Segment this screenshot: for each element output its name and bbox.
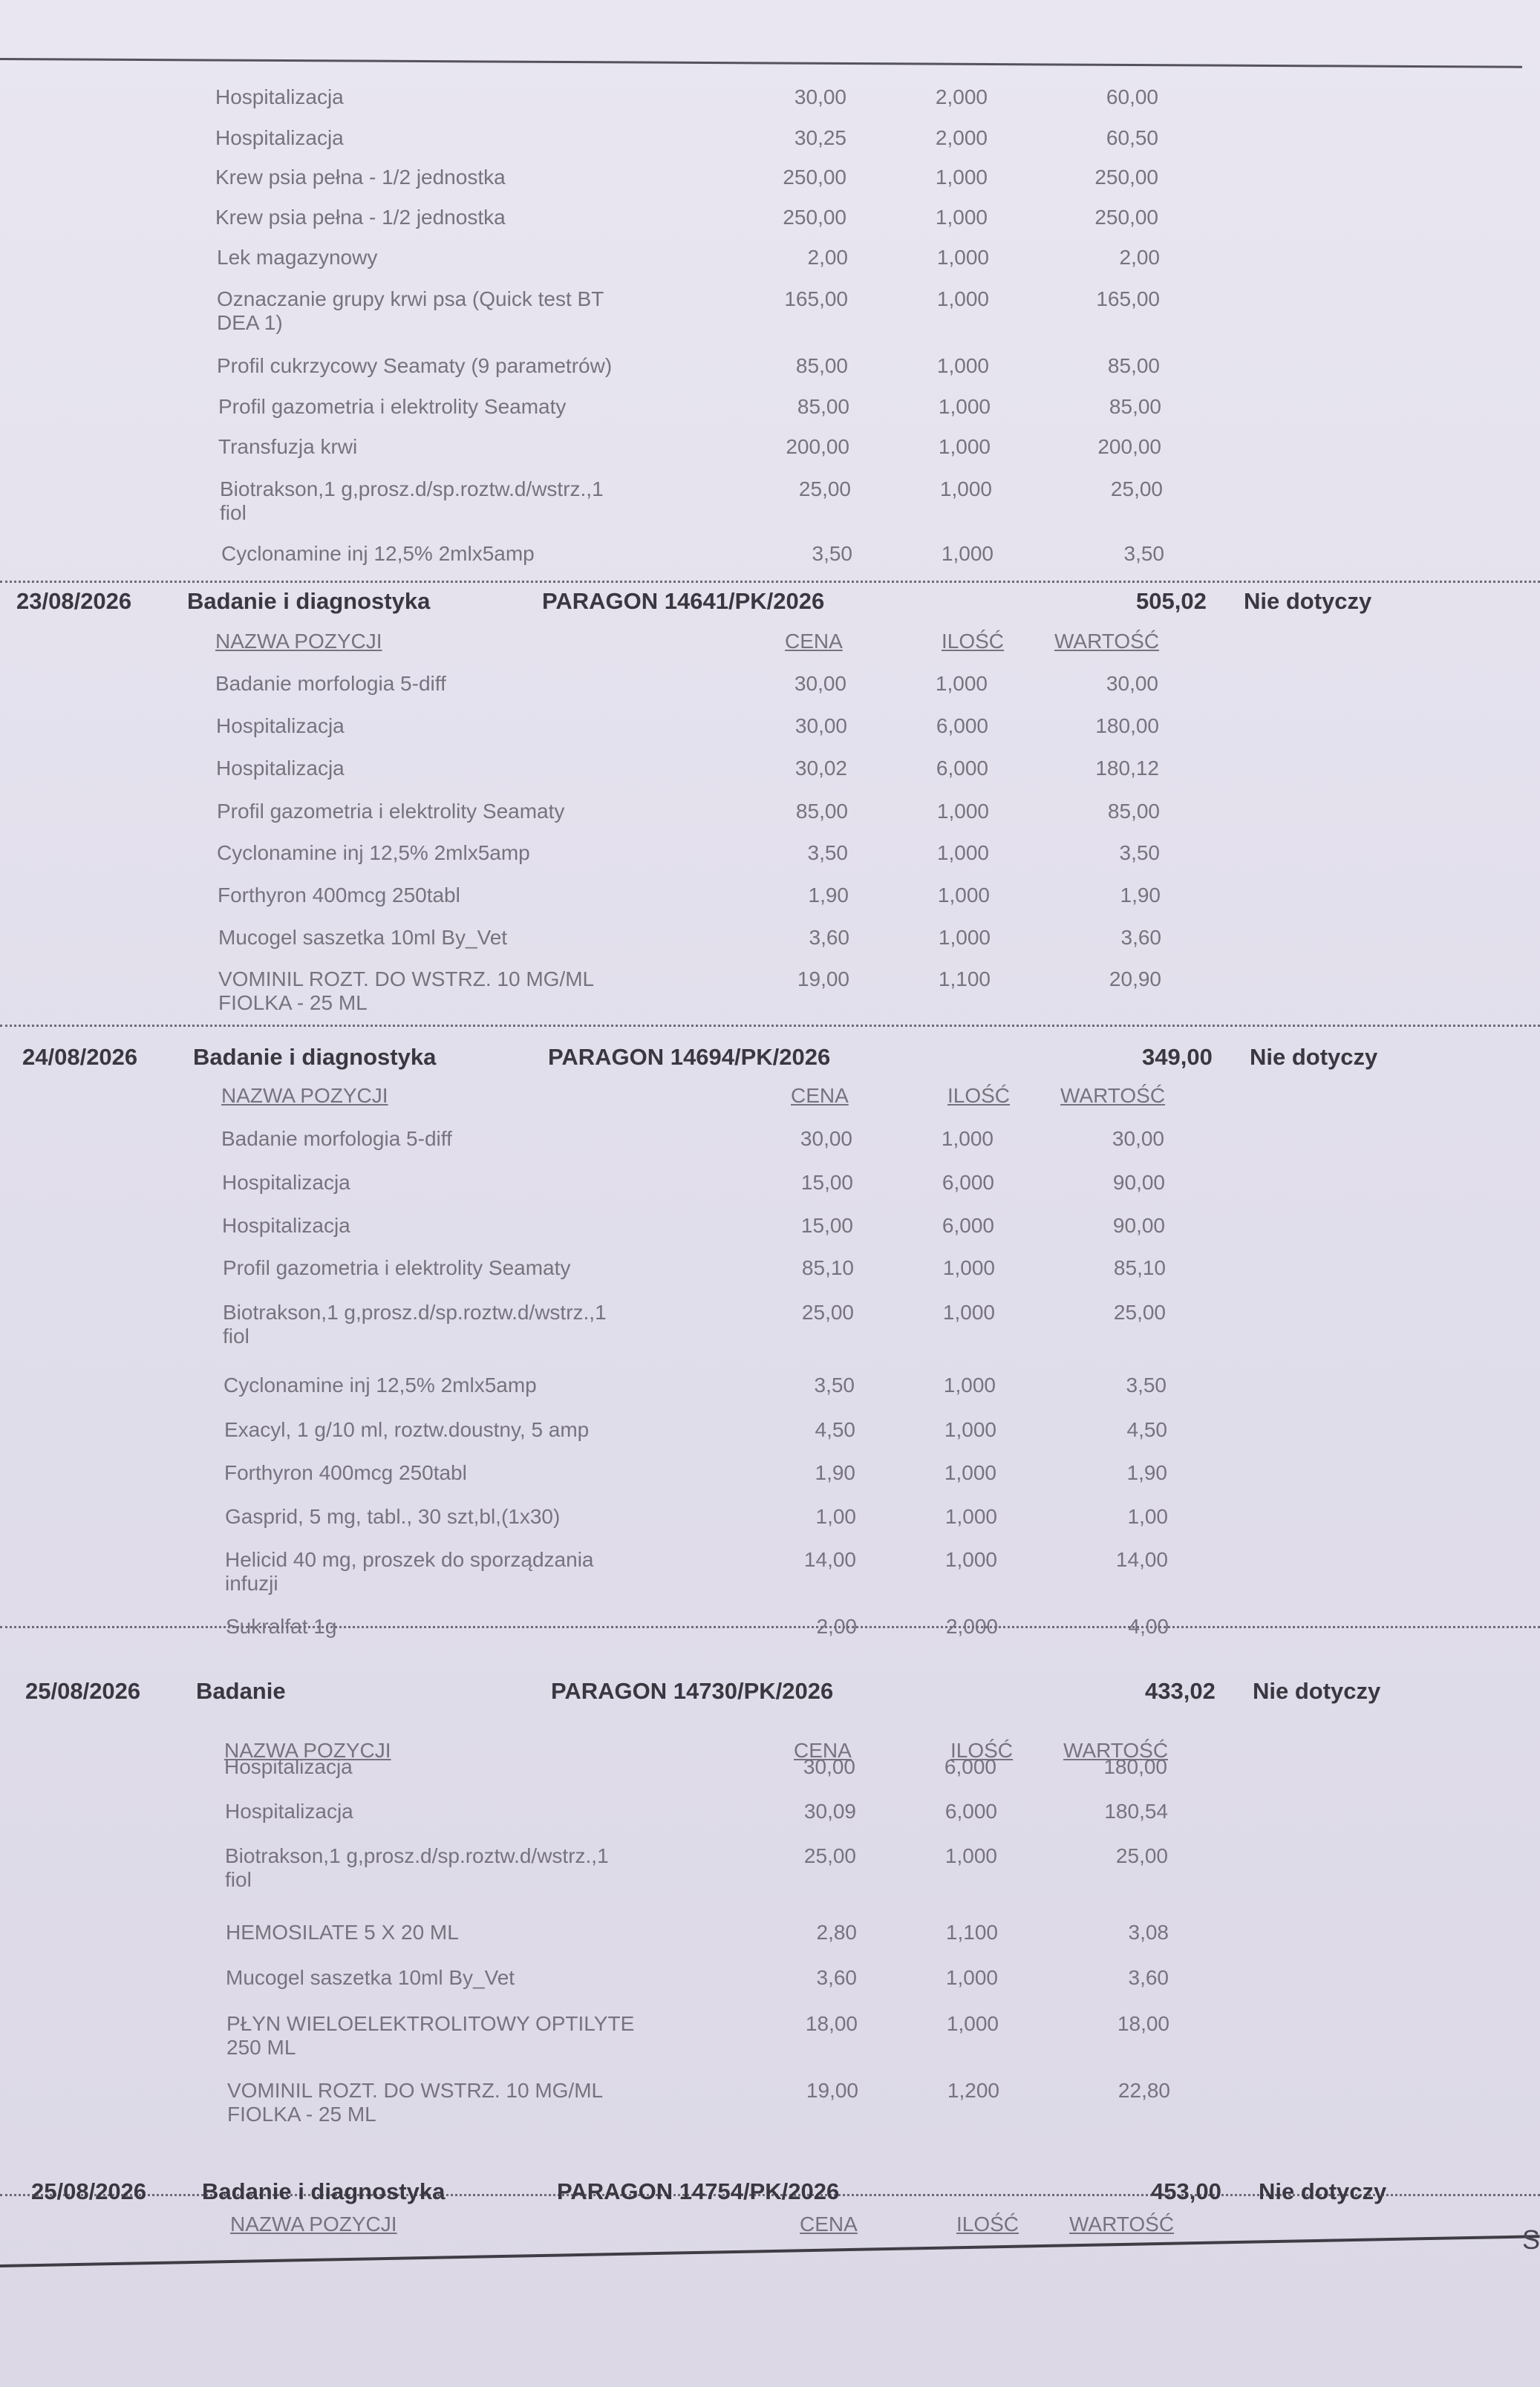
column-header-name: NAZWA POZYCJI <box>221 1084 388 1107</box>
item-price: 18,00 <box>805 2012 858 2035</box>
item-qty: 1,200 <box>947 2079 999 2102</box>
column-header-qty: ILOŚĆ <box>956 2213 1019 2236</box>
table-row <box>0 1301 1540 1348</box>
item-name: Hospitalizacja <box>222 1171 350 1194</box>
section-total: 453,00 <box>1151 2178 1221 2204</box>
section-date: 24/08/2026 <box>22 1044 138 1070</box>
item-name: Profil cukrzycowy Seamaty (9 parametrów) <box>217 354 613 377</box>
section-document-number: PARAGON 14730/PK/2026 <box>551 1678 834 1704</box>
item-qty: 1,100 <box>945 1921 998 1944</box>
item-name: Transfuzja krwi <box>218 435 358 458</box>
item-qty: 1,000 <box>941 542 994 565</box>
item-price: 3,50 <box>814 1374 855 1397</box>
item-name: Hospitalizacja <box>216 714 345 737</box>
item-qty: 1,000 <box>937 884 990 907</box>
column-header-qty: ILOŚĆ <box>947 1084 1011 1107</box>
table-row <box>0 757 1540 798</box>
section-divider <box>0 581 1540 583</box>
section-total: 349,00 <box>1142 1044 1213 1070</box>
item-value: 90,00 <box>1112 1214 1165 1237</box>
item-price: 1,00 <box>815 1505 856 1528</box>
item-qty: 1,000 <box>936 354 989 377</box>
item-value: 85,00 <box>1107 354 1160 377</box>
table-row <box>0 926 1540 967</box>
item-price: 250,00 <box>783 206 846 229</box>
item-name: Krew psia pełna - 1/2 jednostka <box>215 206 506 229</box>
item-name: Profil gazometria i elektrolity Seamaty <box>223 1256 571 1279</box>
item-price: 25,00 <box>803 1844 856 1867</box>
section-status: Nie dotyczy <box>1259 2178 1387 2204</box>
section-type: Badanie <box>196 1678 286 1704</box>
item-price: 3,60 <box>809 926 849 949</box>
table-row <box>0 1214 1540 1255</box>
item-name: Forthyron 400mcg 250tabl <box>224 1461 467 1484</box>
item-qty: 6,000 <box>942 1214 994 1237</box>
item-value: 180,12 <box>1095 757 1159 780</box>
table-row <box>0 354 1540 396</box>
table-row <box>0 1505 1540 1547</box>
item-price: 30,02 <box>795 757 847 780</box>
section-document-number: PARAGON 14694/PK/2026 <box>548 1044 831 1070</box>
section-total: 433,02 <box>1145 1678 1216 1704</box>
item-value: 3,50 <box>1123 542 1164 565</box>
item-value: 200,00 <box>1097 435 1161 458</box>
table-row <box>0 714 1540 756</box>
section-type: Badanie i diagnostyka <box>193 1044 437 1070</box>
bottom-divider <box>0 2235 1540 2267</box>
item-value: 1,90 <box>1126 1461 1167 1484</box>
item-qty: 1,000 <box>942 1256 995 1279</box>
column-header-price: CENA <box>785 630 843 653</box>
item-value: 4,50 <box>1126 1418 1167 1441</box>
item-value: 60,00 <box>1106 85 1158 108</box>
column-header-value: WARTOŚĆ <box>1063 1739 1169 1762</box>
item-qty: 6,000 <box>944 1800 997 1823</box>
item-price: 165,00 <box>784 287 848 310</box>
table-row <box>0 1800 1540 1841</box>
table-row <box>0 126 1540 168</box>
item-value: 25,00 <box>1110 477 1163 500</box>
item-name: Profil gazometria i elektrolity Seamaty <box>218 395 567 418</box>
column-header-value: WARTOŚĆ <box>1069 2213 1175 2236</box>
item-value: 60,50 <box>1106 126 1158 149</box>
item-price: 19,00 <box>797 967 849 990</box>
column-header-name: NAZWA POZYCJI <box>230 2213 397 2236</box>
item-name: Gasprid, 5 mg, tabl., 30 szt,bl,(1x30) <box>225 1505 561 1528</box>
corner-mark: S <box>1522 2224 1540 2255</box>
item-qty: 2,000 <box>935 85 988 108</box>
item-value: 250,00 <box>1094 206 1158 229</box>
column-header-name: NAZWA POZYCJI <box>224 1739 391 1762</box>
item-value: 3,08 <box>1128 1921 1169 1944</box>
item-price: 85,10 <box>801 1256 854 1279</box>
item-value: 25,00 <box>1115 1844 1168 1867</box>
item-value: 1,00 <box>1127 1505 1168 1528</box>
item-qty: 1,000 <box>935 166 988 189</box>
item-qty: 2,000 <box>945 1615 998 1638</box>
item-qty: 1,000 <box>942 1301 995 1324</box>
item-name: Cyclonamine inj 12,5% 2mlx5amp <box>217 841 530 864</box>
item-name: Biotrakson,1 g,prosz.d/sp.roztw.d/wstrz.,1 fiol <box>225 1844 609 1891</box>
item-price: 30,00 <box>795 714 847 737</box>
section-divider <box>0 1025 1540 1027</box>
item-value: 85,00 <box>1107 800 1160 823</box>
table-row <box>0 884 1540 925</box>
item-value: 30,00 <box>1112 1127 1164 1150</box>
item-qty: 1,000 <box>938 395 991 418</box>
table-row <box>0 85 1540 127</box>
item-name: VOMINIL ROZT. DO WSTRZ. 10 MG/ML FIOLKA - 25 ML <box>227 2079 604 2126</box>
item-value: 14,00 <box>1115 1548 1168 1571</box>
table-row <box>0 1461 1540 1503</box>
item-qty: 1,000 <box>935 672 988 695</box>
item-value: 2,00 <box>1119 246 1160 269</box>
item-qty: 1,000 <box>945 1966 998 1989</box>
item-value: 3,60 <box>1128 1966 1169 1989</box>
section-status: Nie dotyczy <box>1250 1044 1378 1070</box>
item-price: 250,00 <box>783 166 846 189</box>
item-price: 30,09 <box>803 1800 856 1823</box>
item-name: Hospitalizacja <box>224 1755 353 1778</box>
item-qty: 1,000 <box>941 1127 994 1150</box>
column-header-value: WARTOŚĆ <box>1060 1084 1166 1107</box>
table-row <box>0 542 1540 584</box>
item-price: 25,00 <box>798 477 851 500</box>
section-date: 25/08/2026 <box>25 1678 141 1704</box>
item-qty: 1,000 <box>944 1548 997 1571</box>
table-row <box>0 1548 1540 1595</box>
item-price: 200,00 <box>786 435 849 458</box>
item-name: Badanie morfologia 5-diff <box>215 672 446 695</box>
column-header-price: CENA <box>791 1084 849 1107</box>
column-header-qty: ILOŚĆ <box>950 1739 1014 1762</box>
section-status: Nie dotyczy <box>1244 588 1372 614</box>
item-value: 30,00 <box>1106 672 1158 695</box>
item-name: Hospitalizacja <box>215 85 344 108</box>
item-value: 85,00 <box>1109 395 1161 418</box>
item-qty: 1,000 <box>938 435 991 458</box>
section-header <box>0 1676 1540 1714</box>
item-qty: 1,000 <box>935 206 988 229</box>
table-row <box>0 435 1540 477</box>
table-row <box>0 2079 1540 2126</box>
item-name: Hospitalizacja <box>215 126 344 149</box>
column-header-value: WARTOŚĆ <box>1054 630 1160 653</box>
item-name: Hospitalizacja <box>222 1214 350 1237</box>
item-name: Profil gazometria i elektrolity Seamaty <box>217 800 565 823</box>
item-price: 4,50 <box>815 1418 855 1441</box>
table-row <box>0 1755 1540 1797</box>
item-name: Hospitalizacja <box>225 1800 353 1823</box>
section-total: 505,02 <box>1136 588 1207 614</box>
item-price: 1,90 <box>815 1461 855 1484</box>
table-row <box>0 672 1540 714</box>
table-row <box>0 800 1540 841</box>
table-row <box>0 1374 1540 1415</box>
item-name: Mucogel saszetka 10ml By_Vet <box>218 926 508 949</box>
item-name: Lek magazynowy <box>217 246 378 269</box>
item-name: Oznaczanie grupy krwi psa (Quick test BT DEA 1) <box>217 287 604 334</box>
item-qty: 6,000 <box>936 714 988 737</box>
item-price: 3,50 <box>807 841 848 864</box>
item-qty: 1,000 <box>936 287 989 310</box>
item-price: 3,50 <box>812 542 852 565</box>
section-document-number: PARAGON 14754/PK/2026 <box>557 2178 840 2204</box>
section-date: 23/08/2026 <box>16 588 132 614</box>
item-qty: 1,000 <box>944 1844 997 1867</box>
item-qty: 1,000 <box>938 926 991 949</box>
table-row <box>0 1921 1540 1962</box>
item-name: Forthyron 400mcg 250tabl <box>218 884 460 907</box>
item-name: Sukralfat 1g <box>226 1615 337 1638</box>
item-price: 30,25 <box>794 126 846 149</box>
item-name: Biotrakson,1 g,prosz.d/sp.roztw.d/wstrz.,1 fiol <box>223 1301 607 1348</box>
table-row <box>0 1256 1540 1298</box>
table-row <box>0 2012 1540 2059</box>
section-document-number: PARAGON 14641/PK/2026 <box>542 588 825 614</box>
item-price: 15,00 <box>800 1171 853 1194</box>
table-row <box>0 1615 1540 1656</box>
item-qty: 1,000 <box>936 246 989 269</box>
item-value: 22,80 <box>1118 2079 1170 2102</box>
item-qty: 1,000 <box>944 1461 996 1484</box>
item-price: 1,90 <box>808 884 849 907</box>
item-value: 180,00 <box>1095 714 1159 737</box>
section-date: 25/08/2026 <box>31 2178 147 2204</box>
item-qty: 1,000 <box>939 477 992 500</box>
item-qty: 1,000 <box>944 1505 997 1528</box>
table-row <box>0 1171 1540 1212</box>
column-header-name: NAZWA POZYCJI <box>215 630 382 653</box>
table-row <box>0 246 1540 287</box>
item-qty: 2,000 <box>935 126 988 149</box>
item-value: 250,00 <box>1094 166 1158 189</box>
item-value: 180,54 <box>1104 1800 1168 1823</box>
item-value: 85,10 <box>1113 1256 1166 1279</box>
table-row <box>0 477 1540 524</box>
column-header-qty: ILOŚĆ <box>942 630 1005 653</box>
item-name: Exacyl, 1 g/10 ml, roztw.doustny, 5 amp <box>224 1418 590 1441</box>
table-row <box>0 967 1540 1014</box>
item-name: Biotrakson,1 g,prosz.d/sp.roztw.d/wstrz.,1 fiol <box>220 477 604 524</box>
item-name: PŁYN WIELOELEKTROLITOWY OPTILYTE 250 ML <box>226 2012 635 2059</box>
item-price: 2,00 <box>816 1615 857 1638</box>
item-price: 25,00 <box>801 1301 854 1324</box>
table-row <box>0 395 1540 437</box>
item-name: Krew psia pełna - 1/2 jednostka <box>215 166 506 189</box>
item-price: 85,00 <box>795 354 848 377</box>
item-price: 30,00 <box>794 85 846 108</box>
item-value: 3,50 <box>1119 841 1160 864</box>
item-qty: 1,000 <box>936 841 989 864</box>
item-name: Helicid 40 mg, proszek do sporządzania infuzji <box>225 1548 594 1595</box>
table-row <box>0 206 1540 247</box>
item-price: 3,60 <box>816 1966 857 1989</box>
item-qty: 1,100 <box>938 967 991 990</box>
section-header <box>0 1042 1540 1080</box>
table-row <box>0 287 1540 334</box>
table-row <box>0 841 1540 883</box>
item-price: 2,00 <box>807 246 848 269</box>
item-price: 30,00 <box>803 1755 855 1778</box>
item-value: 20,90 <box>1109 967 1161 990</box>
item-value: 25,00 <box>1113 1301 1166 1324</box>
table-row <box>0 1127 1540 1169</box>
column-header-price: CENA <box>794 1739 852 1762</box>
section-type: Badanie i diagnostyka <box>187 588 431 614</box>
item-name: Hospitalizacja <box>216 757 345 780</box>
item-value: 18,00 <box>1117 2012 1169 2035</box>
item-value: 3,60 <box>1120 926 1161 949</box>
section-header <box>0 2177 1540 2214</box>
item-name: Mucogel saszetka 10ml By_Vet <box>226 1966 515 1989</box>
item-qty: 1,000 <box>936 800 989 823</box>
item-qty: 6,000 <box>944 1755 996 1778</box>
section-status: Nie dotyczy <box>1253 1678 1381 1704</box>
item-price: 14,00 <box>803 1548 856 1571</box>
item-value: 1,90 <box>1120 884 1161 907</box>
section-type: Badanie i diagnostyka <box>202 2178 446 2204</box>
item-name: HEMOSILATE 5 X 20 ML <box>226 1921 459 1944</box>
item-price: 30,00 <box>800 1127 852 1150</box>
item-qty: 1,000 <box>944 1418 996 1441</box>
item-qty: 6,000 <box>936 757 988 780</box>
item-qty: 6,000 <box>942 1171 994 1194</box>
item-value: 3,50 <box>1126 1374 1167 1397</box>
item-qty: 1,000 <box>946 2012 999 2035</box>
top-divider <box>0 58 1522 68</box>
section-divider <box>0 1626 1540 1628</box>
section-header <box>0 587 1540 624</box>
table-row <box>0 1844 1540 1891</box>
item-value: 165,00 <box>1096 287 1160 310</box>
item-name: VOMINIL ROZT. DO WSTRZ. 10 MG/ML FIOLKA - 25 ML <box>218 967 595 1014</box>
item-qty: 1,000 <box>943 1374 996 1397</box>
item-name: Badanie morfologia 5-diff <box>221 1127 452 1150</box>
item-price: 19,00 <box>806 2079 858 2102</box>
item-price: 85,00 <box>797 395 849 418</box>
item-price: 30,00 <box>794 672 846 695</box>
item-value: 90,00 <box>1112 1171 1165 1194</box>
table-row <box>0 1418 1540 1460</box>
item-name: Cyclonamine inj 12,5% 2mlx5amp <box>221 542 535 565</box>
table-row <box>0 166 1540 207</box>
item-value: 4,00 <box>1128 1615 1169 1638</box>
item-price: 2,80 <box>816 1921 857 1944</box>
item-price: 85,00 <box>795 800 848 823</box>
column-header-price: CENA <box>800 2213 858 2236</box>
item-price: 15,00 <box>800 1214 853 1237</box>
table-row <box>0 1966 1540 2008</box>
item-name: Cyclonamine inj 12,5% 2mlx5amp <box>224 1374 537 1397</box>
item-value: 180,00 <box>1103 1755 1167 1778</box>
